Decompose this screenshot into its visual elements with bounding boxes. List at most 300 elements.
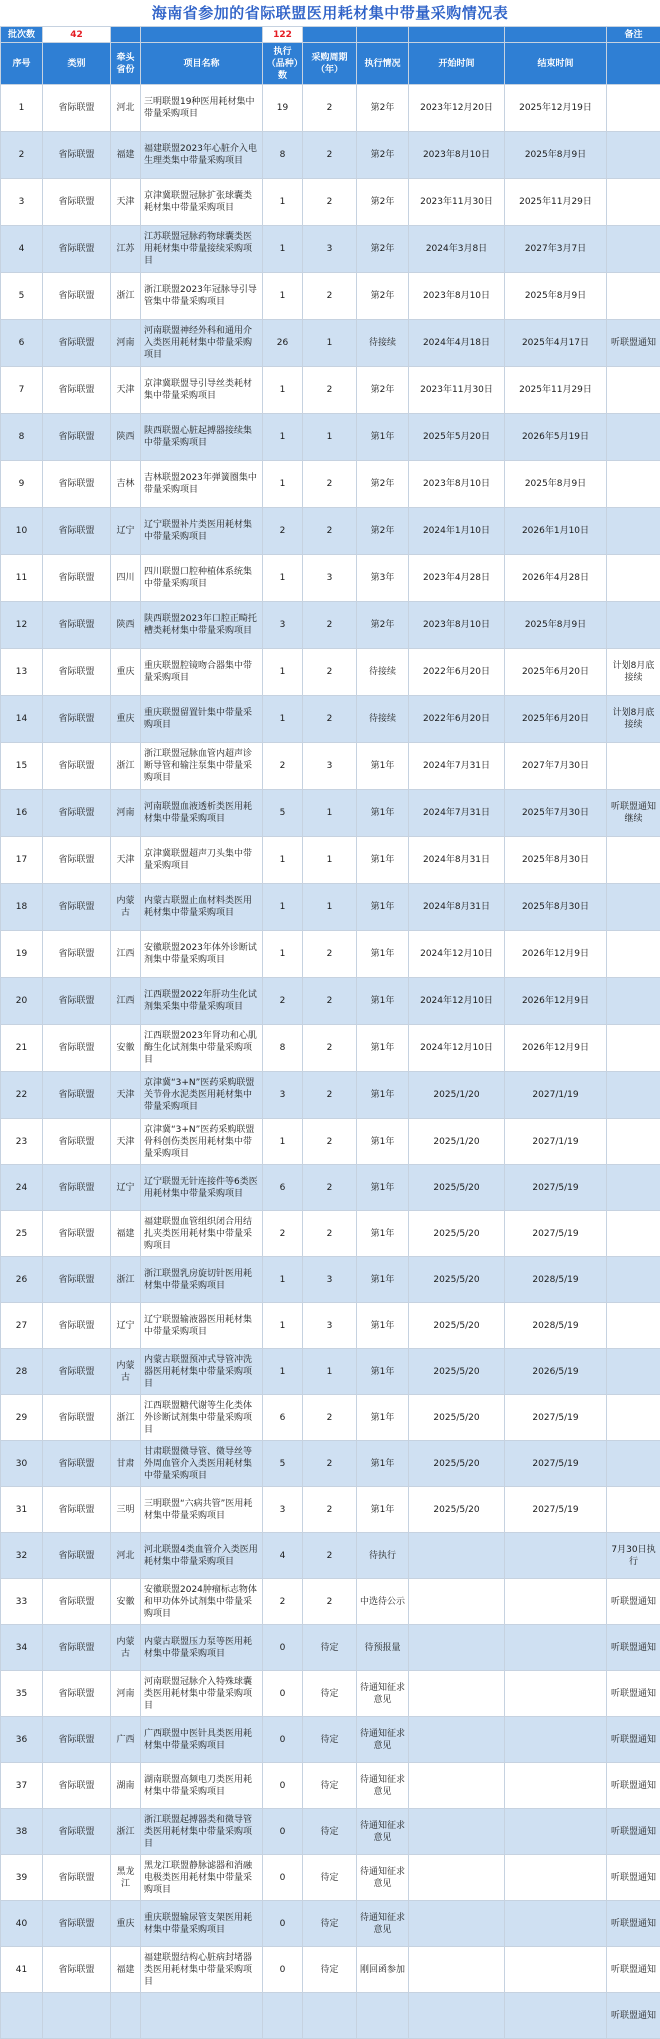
column-header-category: 类别 [43, 43, 111, 85]
cell-start-date: 2024年12月10日 [409, 931, 505, 978]
cell-start-date: 2023年11月30日 [409, 179, 505, 226]
table-row [1, 508, 660, 555]
cell-remark [607, 555, 660, 602]
cell-cycle-years: 2 [303, 1165, 357, 1211]
cell-status: 第1年 [357, 1349, 409, 1395]
cell-remark [607, 414, 660, 461]
cell-start-date [409, 1717, 505, 1763]
cell-category: 省际联盟 [43, 1671, 111, 1717]
header-row [1, 43, 660, 85]
cell-cycle-years [303, 1993, 357, 2039]
cell-seq: 35 [1, 1671, 43, 1717]
cell-category: 省际联盟 [43, 132, 111, 179]
cell-lead-province: 浙江 [111, 273, 141, 320]
cell-category: 省际联盟 [43, 1025, 111, 1072]
cell-executed-count: 1 [263, 555, 303, 602]
cell-status: 待接续 [357, 649, 409, 696]
cell-start-date: 2023年8月10日 [409, 132, 505, 179]
cell-project-name: 辽宁联盟输液器医用耗材集中带量采购项目 [141, 1303, 263, 1349]
cell-project-name: 重庆联盟腔镜吻合器集中带量采购项目 [141, 649, 263, 696]
cell-lead-province: 甘肃 [111, 1441, 141, 1487]
cell-start-date: 2025/5/20 [409, 1441, 505, 1487]
cell-cycle-years: 待定 [303, 1671, 357, 1717]
cell-remark [607, 367, 660, 414]
table-row [1, 1763, 660, 1809]
cell-start-date: 2022年6月20日 [409, 696, 505, 743]
cell-remark [607, 743, 660, 790]
cell-lead-province: 天津 [111, 367, 141, 414]
column-header-status: 执行情况 [357, 43, 409, 85]
table-row [1, 1947, 660, 1993]
cell-end-date: 2025年6月20日 [505, 649, 607, 696]
cell-seq: 25 [1, 1211, 43, 1257]
cell-remark: 听联盟通知 [607, 1993, 660, 2039]
cell-lead-province: 内蒙古 [111, 1349, 141, 1395]
table-row [1, 649, 660, 696]
cell-seq: 9 [1, 461, 43, 508]
cell-remark [607, 226, 660, 273]
cell-end-date: 2027/5/19 [505, 1441, 607, 1487]
cell-lead-province: 天津 [111, 1119, 141, 1165]
cell-project-name: 三明联盟“六病共管”医用耗材集中带量采购项目 [141, 1487, 263, 1533]
cell-start-date: 2024年12月10日 [409, 978, 505, 1025]
cell-cycle-years: 3 [303, 1257, 357, 1303]
cell-executed-count: 6 [263, 1165, 303, 1211]
cell-project-name: 三明联盟19种医用耗材集中带量采购项目 [141, 85, 263, 132]
cell-cycle-years: 待定 [303, 1901, 357, 1947]
cell-start-date: 2023年12月20日 [409, 85, 505, 132]
cell-cycle-years: 3 [303, 226, 357, 273]
cell-remark [607, 85, 660, 132]
cell-end-date: 2027年3月7日 [505, 226, 607, 273]
cell-end-date: 2028/5/19 [505, 1257, 607, 1303]
cell-cycle-years: 2 [303, 1211, 357, 1257]
cell-cycle-years: 2 [303, 1487, 357, 1533]
procurement-table [0, 26, 660, 2039]
cell-executed-count: 2 [263, 1579, 303, 1625]
cell-lead-province: 江西 [111, 978, 141, 1025]
cell-project-name: 福建联盟2023年心脏介入电生理类集中带量采购项目 [141, 132, 263, 179]
cell-seq: 36 [1, 1717, 43, 1763]
cell-lead-province: 天津 [111, 179, 141, 226]
cell-cycle-years: 2 [303, 85, 357, 132]
cell-project-name: 浙江联盟乳房旋切针医用耗材集中带量采购项目 [141, 1257, 263, 1303]
cell-cycle-years: 2 [303, 978, 357, 1025]
cell-project-name: 福建联盟血管组织闭合用结扎夹类医用耗材集中带量采购项目 [141, 1211, 263, 1257]
cell-status: 第1年 [357, 931, 409, 978]
cell-start-date: 2025/1/20 [409, 1119, 505, 1165]
table-row [1, 1257, 660, 1303]
cell-project-name: 内蒙古联盟止血材料类医用耗材集中带量采购项目 [141, 884, 263, 931]
cell-lead-province: 浙江 [111, 743, 141, 790]
cell-category: 省际联盟 [43, 978, 111, 1025]
cell-cycle-years: 3 [303, 743, 357, 790]
cell-remark [607, 508, 660, 555]
cell-status: 第1年 [357, 1441, 409, 1487]
cell-start-date [409, 1625, 505, 1671]
cell-remark [607, 978, 660, 1025]
cell-executed-count: 1 [263, 649, 303, 696]
cell-start-date: 2024年7月31日 [409, 790, 505, 837]
cell-seq: 22 [1, 1072, 43, 1119]
cell-remark [607, 1025, 660, 1072]
cell-seq: 23 [1, 1119, 43, 1165]
cell-lead-province: 辽宁 [111, 1165, 141, 1211]
table-row [1, 226, 660, 273]
cell-project-name: 河南联盟神经外科和通用介入类医用耗材集中带量采购项目 [141, 320, 263, 367]
cell-start-date: 2024年8月31日 [409, 837, 505, 884]
cell-category: 省际联盟 [43, 1165, 111, 1211]
cell-seq: 4 [1, 226, 43, 273]
cell-cycle-years: 3 [303, 1303, 357, 1349]
cell-project-name: 京津冀联盟冠脉扩张球囊类耗材集中带量采购项目 [141, 179, 263, 226]
cell-executed-count: 1 [263, 273, 303, 320]
cell-seq: 41 [1, 1947, 43, 1993]
cell-category: 省际联盟 [43, 1763, 111, 1809]
header-summary-start-date [409, 27, 505, 43]
table-row [1, 1395, 660, 1441]
cell-start-date: 2025/5/20 [409, 1303, 505, 1349]
cell-remark: 计划8月底接续 [607, 696, 660, 743]
cell-project-name: 四川联盟口腔种植体系统集中带量采购项目 [141, 555, 263, 602]
cell-seq: 27 [1, 1303, 43, 1349]
table-row [1, 1211, 660, 1257]
cell-project-name: 江西联盟2022年肝功生化试剂集采集中带量采购项目 [141, 978, 263, 1025]
cell-end-date: 2025年8月9日 [505, 273, 607, 320]
table-row [1, 132, 660, 179]
cell-executed-count: 1 [263, 367, 303, 414]
cell-cycle-years: 2 [303, 602, 357, 649]
cell-category: 省际联盟 [43, 414, 111, 461]
cell-lead-province: 河北 [111, 1533, 141, 1579]
cell-start-date: 2025/5/20 [409, 1165, 505, 1211]
cell-category: 省际联盟 [43, 1625, 111, 1671]
cell-start-date: 2025/5/20 [409, 1395, 505, 1441]
cell-status: 第1年 [357, 743, 409, 790]
cell-seq: 1 [1, 85, 43, 132]
cell-seq: 17 [1, 837, 43, 884]
cell-lead-province: 陕西 [111, 602, 141, 649]
cell-executed-count: 1 [263, 1119, 303, 1165]
table-row [1, 1441, 660, 1487]
page-title: 海南省参加的省际联盟医用耗材集中带量采购情况表 [0, 0, 660, 26]
cell-seq: 37 [1, 1763, 43, 1809]
cell-executed-count [263, 1993, 303, 2039]
cell-status: 第1年 [357, 978, 409, 1025]
cell-cycle-years: 2 [303, 367, 357, 414]
cell-project-name: 陕西联盟心脏起搏器接续集中带量采购项目 [141, 414, 263, 461]
cell-status: 第1年 [357, 1165, 409, 1211]
cell-remark: 听联盟通知 [607, 1855, 660, 1901]
cell-cycle-years: 待定 [303, 1763, 357, 1809]
cell-end-date [505, 1809, 607, 1855]
cell-category: 省际联盟 [43, 1947, 111, 1993]
cell-seq: 11 [1, 555, 43, 602]
cell-remark: 听联盟通知 [607, 1625, 660, 1671]
cell-lead-province: 四川 [111, 555, 141, 602]
cell-project-name: 黑龙江联盟静脉滤器和消融电极类医用耗材集中带量采购项目 [141, 1855, 263, 1901]
cell-seq: 38 [1, 1809, 43, 1855]
cell-remark [607, 884, 660, 931]
cell-project-name: 重庆联盟留置针集中带量采购项目 [141, 696, 263, 743]
cell-cycle-years: 待定 [303, 1809, 357, 1855]
cell-end-date: 2027年7月30日 [505, 743, 607, 790]
table-row [1, 884, 660, 931]
cell-status: 第2年 [357, 461, 409, 508]
table-row [1, 1349, 660, 1395]
column-header-cycle-years: 采购周期（年） [303, 43, 357, 85]
cell-category: 省际联盟 [43, 273, 111, 320]
column-header-project-name: 项目名称 [141, 43, 263, 85]
cell-project-name: 浙江联盟起搏器类和微导管类医用耗材集中带量采购项目 [141, 1809, 263, 1855]
table-row [1, 1855, 660, 1901]
cell-remark: 听联盟通知 [607, 1717, 660, 1763]
cell-end-date: 2025年8月9日 [505, 461, 607, 508]
cell-lead-province: 三明 [111, 1487, 141, 1533]
cell-end-date: 2025年7月30日 [505, 790, 607, 837]
table-row [1, 743, 660, 790]
cell-status: 待通知征求意见 [357, 1763, 409, 1809]
cell-lead-province [111, 1993, 141, 2039]
cell-status: 待通知征求意见 [357, 1901, 409, 1947]
cell-start-date: 2024年12月10日 [409, 1025, 505, 1072]
cell-cycle-years: 2 [303, 1395, 357, 1441]
cell-project-name: 河南联盟血液透析类医用耗材集中带量采购项目 [141, 790, 263, 837]
cell-seq: 5 [1, 273, 43, 320]
table-row [1, 790, 660, 837]
cell-executed-count: 2 [263, 1211, 303, 1257]
cell-status: 第1年 [357, 790, 409, 837]
cell-remark [607, 1165, 660, 1211]
cell-project-name: 内蒙古联盟预冲式导管冲洗器医用耗材集中带量采购项目 [141, 1349, 263, 1395]
cell-seq: 10 [1, 508, 43, 555]
cell-lead-province: 内蒙古 [111, 1625, 141, 1671]
cell-end-date [505, 1717, 607, 1763]
cell-category: 省际联盟 [43, 1533, 111, 1579]
header-summary-seq: 批次数 [1, 27, 43, 43]
cell-project-name: 京津冀联盟超声刀头集中带量采购项目 [141, 837, 263, 884]
cell-end-date [505, 1671, 607, 1717]
table-row [1, 1809, 660, 1855]
table-row [1, 367, 660, 414]
cell-executed-count: 2 [263, 508, 303, 555]
table-row [1, 414, 660, 461]
cell-remark: 听联盟通知 [607, 1763, 660, 1809]
cell-seq: 12 [1, 602, 43, 649]
cell-lead-province: 重庆 [111, 1901, 141, 1947]
cell-project-name: 江西联盟糖代谢等生化类体外诊断试剂集中带量采购项目 [141, 1395, 263, 1441]
cell-seq: 39 [1, 1855, 43, 1901]
cell-seq: 13 [1, 649, 43, 696]
cell-executed-count: 1 [263, 696, 303, 743]
cell-cycle-years: 2 [303, 696, 357, 743]
cell-cycle-years: 1 [303, 790, 357, 837]
table-row [1, 1072, 660, 1119]
cell-start-date: 2023年11月30日 [409, 367, 505, 414]
cell-end-date [505, 1855, 607, 1901]
cell-remark [607, 1487, 660, 1533]
cell-lead-province: 福建 [111, 1211, 141, 1257]
cell-end-date: 2026年5月19日 [505, 414, 607, 461]
cell-seq: 26 [1, 1257, 43, 1303]
table-row [1, 1579, 660, 1625]
cell-cycle-years: 2 [303, 1119, 357, 1165]
cell-category: 省际联盟 [43, 508, 111, 555]
table-row [1, 1487, 660, 1533]
cell-category: 省际联盟 [43, 85, 111, 132]
cell-end-date: 2027/5/19 [505, 1211, 607, 1257]
cell-executed-count: 1 [263, 1257, 303, 1303]
cell-status: 第3年 [357, 555, 409, 602]
cell-category: 省际联盟 [43, 931, 111, 978]
cell-seq: 31 [1, 1487, 43, 1533]
cell-executed-count: 0 [263, 1625, 303, 1671]
cell-remark [607, 132, 660, 179]
cell-category: 省际联盟 [43, 1809, 111, 1855]
table-row [1, 1901, 660, 1947]
table-row [1, 602, 660, 649]
cell-project-name: 京津冀联盟导引导丝类耗材集中带量采购项目 [141, 367, 263, 414]
cell-category: 省际联盟 [43, 1072, 111, 1119]
cell-category: 省际联盟 [43, 1211, 111, 1257]
cell-cycle-years: 2 [303, 1579, 357, 1625]
cell-status [357, 1993, 409, 2039]
cell-remark [607, 1441, 660, 1487]
table-row [1, 696, 660, 743]
cell-status: 第2年 [357, 602, 409, 649]
cell-start-date [409, 1993, 505, 2039]
cell-status: 待通知征求意见 [357, 1671, 409, 1717]
cell-lead-province: 黑龙江 [111, 1855, 141, 1901]
table-row [1, 978, 660, 1025]
cell-start-date [409, 1809, 505, 1855]
cell-executed-count: 0 [263, 1671, 303, 1717]
cell-cycle-years: 1 [303, 884, 357, 931]
cell-category: 省际联盟 [43, 1901, 111, 1947]
cell-executed-count: 3 [263, 602, 303, 649]
cell-end-date: 2025年4月17日 [505, 320, 607, 367]
cell-remark: 听联盟通知 [607, 1901, 660, 1947]
cell-status: 第2年 [357, 367, 409, 414]
cell-project-name: 河北联盟4类血管介入类医用耗材集中带量采购项目 [141, 1533, 263, 1579]
cell-end-date: 2027/5/19 [505, 1487, 607, 1533]
cell-executed-count: 2 [263, 978, 303, 1025]
table-row [1, 1671, 660, 1717]
cell-executed-count: 26 [263, 320, 303, 367]
cell-status: 第2年 [357, 179, 409, 226]
cell-status: 第2年 [357, 132, 409, 179]
cell-category: 省际联盟 [43, 790, 111, 837]
cell-lead-province: 福建 [111, 1947, 141, 1993]
cell-executed-count: 0 [263, 1809, 303, 1855]
cell-seq: 18 [1, 884, 43, 931]
cell-executed-count: 19 [263, 85, 303, 132]
cell-remark [607, 1119, 660, 1165]
cell-project-name: 安徽联盟2023年体外诊断试剂集中带量采购项目 [141, 931, 263, 978]
cell-remark: 听联盟通知 [607, 1809, 660, 1855]
cell-project-name: 吉林联盟2023年弹簧圈集中带量采购项目 [141, 461, 263, 508]
cell-executed-count: 1 [263, 1303, 303, 1349]
cell-category: 省际联盟 [43, 649, 111, 696]
cell-seq: 40 [1, 1901, 43, 1947]
cell-end-date: 2025年8月9日 [505, 132, 607, 179]
cell-remark: 听联盟通知 [607, 1947, 660, 1993]
cell-seq: 33 [1, 1579, 43, 1625]
cell-seq: 15 [1, 743, 43, 790]
cell-remark: 计划8月底接续 [607, 649, 660, 696]
table-row [1, 1533, 660, 1579]
table-row [1, 1165, 660, 1211]
cell-lead-province: 重庆 [111, 696, 141, 743]
cell-seq: 30 [1, 1441, 43, 1487]
cell-seq: 24 [1, 1165, 43, 1211]
cell-end-date [505, 1947, 607, 1993]
cell-category: 省际联盟 [43, 837, 111, 884]
cell-status: 第1年 [357, 837, 409, 884]
cell-project-name: 湖南联盟高频电刀类医用耗材集中带量采购项目 [141, 1763, 263, 1809]
cell-end-date: 2026年1月10日 [505, 508, 607, 555]
cell-status: 第1年 [357, 1257, 409, 1303]
cell-executed-count: 0 [263, 1763, 303, 1809]
cell-seq: 29 [1, 1395, 43, 1441]
cell-cycle-years: 待定 [303, 1717, 357, 1763]
cell-remark [607, 837, 660, 884]
cell-remark [607, 1303, 660, 1349]
cell-status: 第1年 [357, 1487, 409, 1533]
cell-cycle-years: 2 [303, 273, 357, 320]
cell-cycle-years: 2 [303, 132, 357, 179]
header-summary-executed-count: 122 [263, 27, 303, 43]
cell-status: 刚回函参加 [357, 1947, 409, 1993]
cell-lead-province: 河北 [111, 85, 141, 132]
column-header-seq: 序号 [1, 43, 43, 85]
cell-end-date: 2028/5/19 [505, 1303, 607, 1349]
column-header-lead-province: 牵头省份 [111, 43, 141, 85]
cell-cycle-years: 2 [303, 1441, 357, 1487]
cell-start-date: 2024年8月31日 [409, 884, 505, 931]
cell-status: 第2年 [357, 508, 409, 555]
cell-status: 待通知征求意见 [357, 1717, 409, 1763]
cell-project-name: 内蒙古联盟压力泵等医用耗材集中带量采购项目 [141, 1625, 263, 1671]
cell-seq: 2 [1, 132, 43, 179]
cell-remark [607, 1072, 660, 1119]
cell-remark: 听联盟通知继续 [607, 790, 660, 837]
cell-start-date: 2022年6月20日 [409, 649, 505, 696]
cell-lead-province: 河南 [111, 320, 141, 367]
cell-start-date: 2024年7月31日 [409, 743, 505, 790]
cell-lead-province: 福建 [111, 132, 141, 179]
cell-lead-province: 江苏 [111, 226, 141, 273]
cell-category: 省际联盟 [43, 1579, 111, 1625]
cell-seq: 6 [1, 320, 43, 367]
cell-executed-count: 8 [263, 132, 303, 179]
cell-category: 省际联盟 [43, 1349, 111, 1395]
cell-start-date: 2023年8月10日 [409, 461, 505, 508]
cell-end-date [505, 1993, 607, 2039]
header-summary-cycle-years [303, 27, 357, 43]
cell-lead-province: 天津 [111, 837, 141, 884]
cell-start-date [409, 1947, 505, 1993]
cell-executed-count: 1 [263, 884, 303, 931]
cell-category: 省际联盟 [43, 367, 111, 414]
cell-category: 省际联盟 [43, 1257, 111, 1303]
cell-executed-count: 1 [263, 1349, 303, 1395]
cell-end-date [505, 1901, 607, 1947]
cell-category: 省际联盟 [43, 320, 111, 367]
cell-end-date: 2025年8月30日 [505, 884, 607, 931]
cell-remark: 听联盟通知 [607, 1671, 660, 1717]
cell-remark [607, 602, 660, 649]
